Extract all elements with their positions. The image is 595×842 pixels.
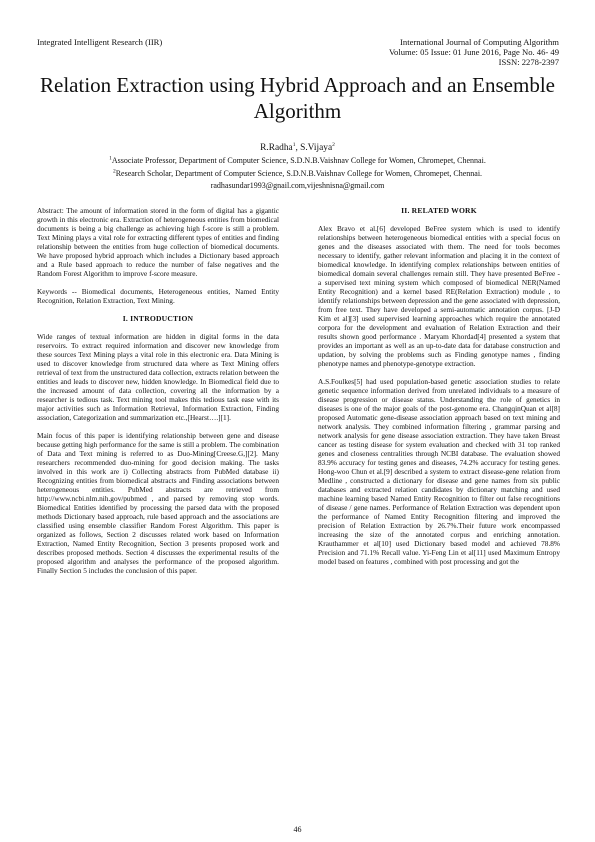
journal-publisher: Integrated Intelligent Research (IIR) xyxy=(37,37,163,47)
volume-issue: Volume: 05 Issue: 01 June 2016, Page No. 46- 49 xyxy=(388,47,559,57)
right-column xyxy=(318,206,560,575)
affiliation-2 xyxy=(20,169,575,179)
running-header-right xyxy=(389,37,559,67)
related-work-paragraph-1: Alex Bravo et al.[6] developed BeFree system which is used to identify relationships between heterogeneous biomedical entities with a special focus on genes and the diseases associated with them. The need for tools becomes necessary to identify, gather relevant information and placing it in the context of biomedical knowledge. In identifying complex relationships between entities of biomedical domain several challenges remain still. They have presented BeFree - a supervised text mining system which composed of biomedical NER(Named Entity Recognition) and a kernel based RE(Relation Extraction) module , to identify relationships between depression and the gene associated with depression, from free text. They have developed a semi-automatic annotation corpus. [J-D Kim et al][3] used supervised learning approaches which require the annotated corpora for the development and evaluation of Relation Extraction and their results shown good performance . Maryam Khordad[4] presented a system that provides an important as well as an up-to-date data for database construction and updation, by solving the problems such as Finding genotype names , finding phenotype names and phenotype-genotype extraction. xyxy=(318,224,560,368)
author-1: R.Radha xyxy=(260,143,293,153)
affiliation-1 xyxy=(20,156,575,166)
keywords: Keywords -- Biomedical documents, Heterogeneous entities, Named Entity Recognition, Relation Extraction, Text Mining. xyxy=(37,287,279,305)
journal-name: International Journal of Computing Algorithm xyxy=(400,37,559,47)
section-heading-related-work: II. RELATED WORK xyxy=(401,206,477,215)
affiliation-2-mark: 2 xyxy=(112,168,116,175)
affiliation-2-text: Research Scholar, Department of Computer Science, S.D.N.B.Vaishnav College for Women, Chromepet, Chennai. xyxy=(115,169,483,178)
related-work-paragraph-2: A.S.Foulkes[5] had used population-based genetic association studies to relate genetic sequence information derived from unrelated individuals to a measure of disease progression or disease status. Understanding the role of genetics in diseases is one of the major goals of the post-genome era. ChangqinQuan et al[8] proposed Automatic gene-disease association approach based on text mining and network analysis. They combined information filtering , grammar parsing and network analysis for gene disease association extraction. They have taken Breast cancer as testing disease for system evaluation and checked with 31 top ranked genes and closeness centralities through NCBI database. The evaluation showed 83.9% accuracy for testing genes and diseases, 74.2% accuracy for testing genes. Hong-woo Chun et al.[9] described a system to extract disease-gene relation from Medline , constructed a dictionary for disease and gene names from six public databases and extracted relation candidates by dictionary matching and used machine learning based Named Entity Recognition to filter out false recognitions of disease / gene names. Performance of Relation Extraction was dependent upon the performance of Named Entity Recognition filtering and improved the precision of Relation Extraction by 26.7%.Their future work encompassed increasing the size of the annotated corpus and enriching annotation. Krauthammer et al[10] used Dictionary based model and achieved 78.8% Precision and 71.1% Recall value. Yi-Feng Lin et al[11] used Maximum Entropy model based on features , combined with post processing and got the xyxy=(318,377,560,566)
author-2-affiliation-mark: 2 xyxy=(332,141,335,148)
author-emails: radhasundar1993@gnail.com,vijeshnisna@gmail.com xyxy=(210,181,385,190)
author-2: S.Vijaya xyxy=(300,143,333,153)
paper-title: Relation Extraction using Hybrid Approach and an Ensemble Algorithm xyxy=(40,73,555,123)
affiliation-1-text: Associate Professor, Department of Computer Science, S.D.N.B.Vaishnav College for Women, Chromepet, Chennai. xyxy=(111,156,486,165)
abstract: Abstract: The amount of information stored in the form of digital has a gigantic growth in this electronic era. Extraction of heterogeneous entities from biomedical documents is being a big challenge as achieving high f-score is still a problem. Text Mining plays a vital role for extracting different types of entities and finding relationship between the entities from huge collection of biomedical documents. We have proposed hybrid approach which includes a Dictionary based approach and a Rule based approach to reduce the number of false negatives and the Random Forest Algorithm to improve f-score measure. xyxy=(37,206,279,278)
intro-paragraph-2: Main focus of this paper is identifying relationship between gene and disease because getting high performance for the same is still a problem. The combination of Data and Text mining is referred to as Duo-Mining[Creese.G,][2]. Many researchers recommended duo-mining for good decision making. The tasks involved in this work are i) Collecting abstracts from PubMed database ii) Recognizing entities from biomedical abstracts and Finding associations between heterogeneous entities. PubMed abstracts are retrieved from http://www.ncbi.nlm.nih.gov/pubmed , and parsed by removing stop words. Biomedical Entities identified by processing the parsed data with the proposed methods Dictionary based approach, rule based approach and the associations are classified using ensemble classifier Random Forest Algorithm. This paper is organized as follows, Section 2 discusses related work based on Information Extraction, Named Entity Recognition, Section 3 presents proposed work and describes proposed methods. Section 4 discusses the experimental results of the proposed algorithm and analyses the performance of the proposed algorithm. Finally Section 5 includes the conclusion of this paper. xyxy=(37,431,279,575)
author-line xyxy=(20,142,575,154)
affiliation-1-mark: 1 xyxy=(109,155,112,162)
left-column xyxy=(37,206,279,584)
running-header-left xyxy=(37,37,162,47)
intro-paragraph-1: Wide ranges of textual information are hidden in digital forms in the data reservoirs. To extract required information and discover new knowledge from these sources Text Mining plays a vital role in this electronic era. Data Mining is used to discover knowledge from structured data where as Text Mining offers retrieval of text from the unstructured data collection, extracts relation between the entities and leads to discover new, hidden knowledge. In Biomedical field due to the increased amount of data collection, covering all the information by a researcher is tedious task. Text mining tool makes this tedious task ease with its major activities such as Information Retrieval, Information Extraction, Finding association, Categorization and summarization etc.,[Hearst….][1]. xyxy=(37,332,279,422)
page-number: 46 xyxy=(293,825,302,834)
issn: ISSN: 2278-2397 xyxy=(498,57,559,67)
author-1-affiliation-mark: 1 xyxy=(292,141,296,148)
section-heading-introduction: I. INTRODUCTION xyxy=(122,314,194,323)
author-separator: , xyxy=(295,143,301,153)
